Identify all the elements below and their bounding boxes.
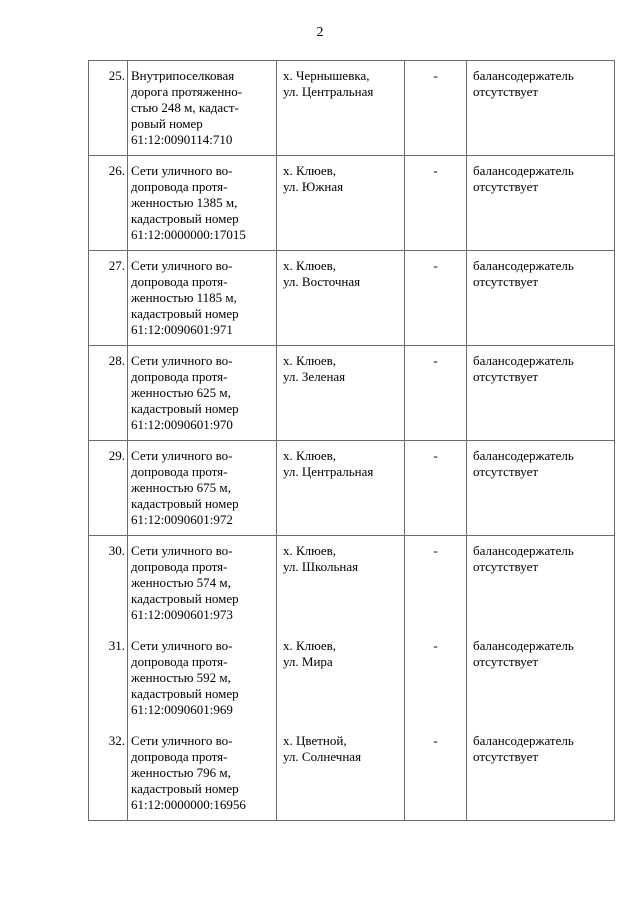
address-line: х. Клюев, — [283, 637, 337, 653]
object-address — [277, 441, 405, 536]
description-line: дорога протяженно- — [131, 84, 243, 99]
object-description — [128, 631, 277, 726]
description-line: ровый номер — [131, 116, 203, 131]
object-description — [128, 156, 277, 251]
owner-line: отсутствует — [473, 653, 539, 669]
dash-cell: - — [405, 726, 467, 821]
row-number: 25. — [89, 61, 128, 156]
owner-line: балансодержатель — [473, 448, 574, 463]
table-row — [89, 156, 615, 251]
address-line: ул. Южная — [283, 179, 344, 194]
row-number: 28. — [89, 346, 128, 441]
address-line: х. Клюев, — [283, 163, 337, 178]
object-address — [277, 251, 405, 346]
address-line: ул. Восточная — [283, 274, 361, 289]
dash-cell: - — [405, 346, 467, 441]
description-line: женностью 675 м, — [131, 480, 231, 495]
owner-line: балансодержатель — [473, 543, 574, 558]
object-address — [277, 156, 405, 251]
address-line: ул. Школьная — [283, 559, 359, 574]
address-line: х. Клюев, — [283, 448, 337, 463]
description-line: женностью 1185 м, — [131, 290, 237, 305]
description-line: женностью 625 м, — [131, 385, 231, 400]
table-row — [89, 536, 615, 631]
owner-status — [467, 726, 615, 821]
description-line: допровода протя- — [131, 653, 228, 669]
dash-cell: - — [405, 61, 467, 156]
owner-status — [467, 156, 615, 251]
owner-status — [467, 631, 615, 726]
description-line: Сети уличного во- — [131, 448, 233, 463]
owner-line: балансодержатель — [473, 258, 574, 273]
description-line: Сети уличного во- — [131, 543, 233, 558]
table-row — [89, 441, 615, 536]
page-number: 2 — [316, 25, 324, 40]
address-line: ул. Зеленая — [283, 369, 346, 384]
description-line: кадастровый номер — [131, 211, 239, 226]
description-line: 61:12:0090601:969 — [131, 701, 233, 717]
description-line: допровода протя- — [131, 559, 228, 574]
table-row — [89, 61, 615, 156]
description-line: допровода протя- — [131, 369, 228, 384]
owner-line: отсутствует — [473, 559, 539, 574]
owner-status — [467, 536, 615, 631]
object-address — [277, 346, 405, 441]
owner-line: отсутствует — [473, 274, 539, 289]
description-line: кадастровый номер — [131, 780, 239, 796]
object-description — [128, 346, 277, 441]
address-line: ул. Солнечная — [283, 748, 362, 764]
object-description — [128, 441, 277, 536]
table-row — [89, 631, 615, 726]
description-line: допровода протя- — [131, 748, 228, 764]
table-row — [89, 726, 615, 821]
description-line: кадастровый номер — [131, 401, 239, 416]
description-line: Сети уличного во- — [131, 163, 233, 178]
property-registry-table — [88, 60, 615, 821]
description-line: 61:12:0090601:971 — [131, 322, 233, 337]
description-line: 61:12:0090601:972 — [131, 512, 233, 527]
row-number: 29. — [89, 441, 128, 536]
description-line: стью 248 м, кадаст- — [131, 100, 239, 115]
row-number: 30. — [89, 536, 128, 631]
address-line: ул. Центральная — [283, 464, 374, 479]
description-line: женностью 1385 м, — [131, 195, 238, 210]
object-description — [128, 536, 277, 631]
owner-line: отсутствует — [473, 84, 539, 99]
owner-line: отсутствует — [473, 748, 539, 764]
owner-line: отсутствует — [473, 369, 539, 384]
description-line: женностью 574 м, — [131, 575, 231, 590]
description-line: допровода протя- — [131, 274, 228, 289]
table-row — [89, 251, 615, 346]
owner-line: балансодержатель — [473, 163, 574, 178]
description-line: женностью 796 м, — [131, 764, 231, 780]
dash-cell: - — [405, 631, 467, 726]
owner-line: отсутствует — [473, 179, 539, 194]
dash-cell: - — [405, 251, 467, 346]
owner-status — [467, 251, 615, 346]
table-row — [89, 346, 615, 441]
address-line: ул. Центральная — [283, 84, 374, 99]
owner-line: балансодержатель — [473, 637, 574, 653]
row-number: 27. — [89, 251, 128, 346]
description-line: Сети уличного во- — [131, 258, 233, 273]
description-line: женностью 592 м, — [131, 669, 231, 685]
row-number: 32. — [89, 726, 128, 821]
description-line: Сети уличного во- — [131, 353, 233, 368]
description-line: 61:12:0090114:710 — [131, 132, 233, 147]
owner-line: отсутствует — [473, 464, 539, 479]
description-line: допровода протя- — [131, 464, 228, 479]
owner-line: балансодержатель — [473, 68, 574, 83]
description-line: допровода протя- — [131, 179, 228, 194]
dash-cell: - — [405, 156, 467, 251]
row-number: 26. — [89, 156, 128, 251]
dash-cell: - — [405, 536, 467, 631]
row-number: 31. — [89, 631, 128, 726]
registry-body — [89, 61, 615, 821]
object-description — [128, 726, 277, 821]
address-line: ул. Мира — [283, 653, 333, 669]
owner-line: балансодержатель — [473, 353, 574, 368]
address-line: х. Клюев, — [283, 258, 337, 273]
description-line: Внутрипоселковая — [131, 68, 235, 83]
address-line: х. Клюев, — [283, 543, 337, 558]
address-line: х. Чернышевка, — [283, 68, 370, 83]
description-line: Сети уличного во- — [131, 637, 233, 653]
address-line: х. Цветной, — [283, 732, 347, 748]
description-line: 61:12:0000000:17015 — [131, 227, 246, 242]
description-line: кадастровый номер — [131, 591, 239, 606]
dash-cell: - — [405, 441, 467, 536]
owner-status — [467, 61, 615, 156]
description-line: кадастровый номер — [131, 685, 239, 701]
owner-status — [467, 441, 615, 536]
object-address — [277, 726, 405, 821]
description-line: 61:12:0090601:970 — [131, 417, 233, 432]
description-line: Сети уличного во- — [131, 732, 233, 748]
object-description — [128, 251, 277, 346]
object-address — [277, 631, 405, 726]
object-description — [128, 61, 277, 156]
owner-line: балансодержатель — [473, 732, 574, 748]
object-address — [277, 536, 405, 631]
object-address — [277, 61, 405, 156]
owner-status — [467, 346, 615, 441]
description-line: кадастровый номер — [131, 306, 239, 321]
description-line: 61:12:0090601:973 — [131, 607, 233, 622]
description-line: 61:12:0000000:16956 — [131, 796, 246, 812]
description-line: кадастровый номер — [131, 496, 239, 511]
address-line: х. Клюев, — [283, 353, 337, 368]
